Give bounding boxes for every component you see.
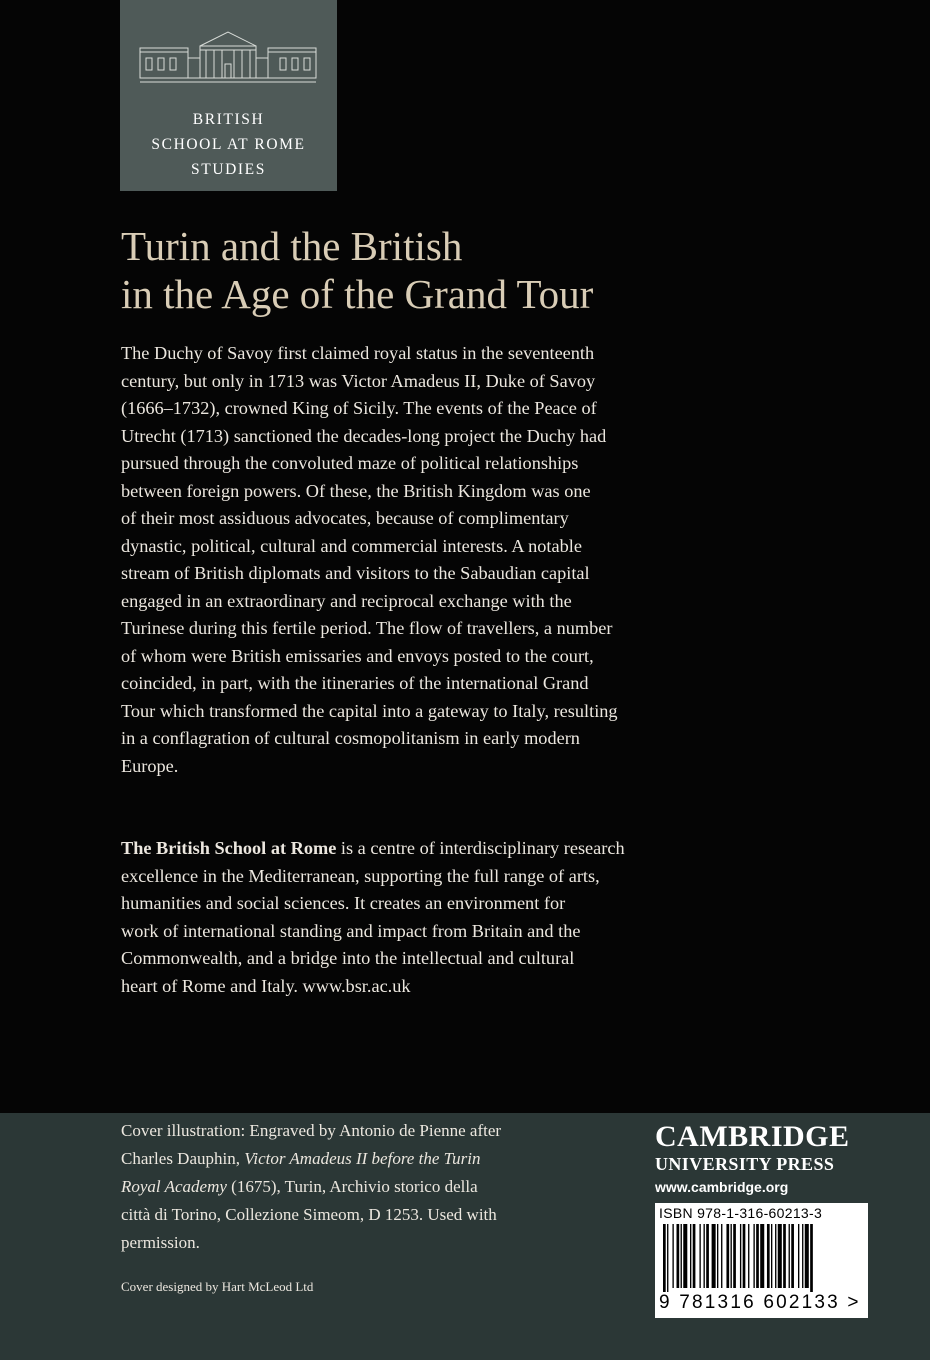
publisher-url: www.cambridge.org (655, 1179, 789, 1195)
barcode-bar (771, 1224, 772, 1288)
publisher-name: CAMBRIDGE (655, 1120, 850, 1153)
barcode-bar (667, 1224, 668, 1292)
barcode-bar (693, 1224, 696, 1288)
barcode-bar (756, 1224, 759, 1288)
description-line: Turinese during this fertile period. The flow of travellers, a number (121, 618, 613, 638)
bsr-line: work of international standing and impact from Britain and the (121, 920, 581, 941)
credit-line: città di Torino, Collezione Simeom, D 1253. Used with (121, 1205, 497, 1224)
barcode-bar (775, 1224, 776, 1288)
barcode-bar (753, 1224, 754, 1288)
barcode-bar (681, 1224, 682, 1288)
bsr-statement (121, 835, 681, 1000)
isbn-label: ISBN 978-1-316-60213-3 (659, 1205, 823, 1221)
barcode-bar (731, 1224, 732, 1288)
barcode-bar (743, 1224, 746, 1288)
barcode-bar (783, 1224, 786, 1288)
book-title (121, 222, 593, 318)
barcode-bar (760, 1224, 764, 1288)
publisher-logo (655, 1121, 870, 1195)
barcode-bar (721, 1224, 722, 1288)
barcode-bar (677, 1224, 680, 1288)
series-name (120, 107, 337, 182)
book-description (121, 340, 681, 780)
description-line: (1666–1732), crowned King of Sicily. The events of the Peace of (121, 398, 597, 418)
bsr-line: humanities and social sciences. It creates an environment for (121, 893, 566, 913)
description-line: in a conflagration of cultural cosmopolitanism in early modern (121, 728, 580, 748)
barcode-bar (683, 1224, 687, 1288)
bsr-building-logo-icon (138, 28, 318, 88)
series-line: SCHOOL AT ROME (151, 136, 306, 153)
isbn-barcode-panel (655, 1203, 868, 1318)
description-line: coincided, in part, with the itineraries of the international Grand (121, 673, 589, 693)
barcode-bar (704, 1224, 705, 1288)
barcode-bar (791, 1224, 794, 1288)
barcode-bar (798, 1224, 799, 1288)
description-line: Tour which transformed the capital into a gateway to Italy, resulting (121, 700, 618, 721)
bsr-line-rest: is a centre of interdisciplinary research (336, 838, 625, 858)
publisher-press: UNIVERSITY PRESS (655, 1154, 835, 1174)
barcode-bar (805, 1224, 809, 1288)
credit-artwork-title: Royal Academy (121, 1177, 227, 1196)
description-line: stream of British diplomats and visitors to the Sabaudian capital (121, 563, 590, 583)
description-line: of whom were British emissaries and envoys posted to the court, (121, 645, 594, 666)
isbn-digits: 9 781316 602133 > (659, 1292, 861, 1313)
footer-band (0, 1113, 930, 1360)
barcode-bar (663, 1224, 666, 1292)
bsr-line: Commonwealth, and a bridge into the intellectual and cultural (121, 948, 575, 968)
bsr-name: The British School at Rome (121, 838, 337, 858)
barcode-bar (767, 1224, 770, 1288)
description-line: dynastic, political, cultural and commercial interests. A notable (121, 535, 582, 556)
credit-artwork-title: Victor Amadeus II before the Turin (244, 1149, 481, 1168)
credit-line: Cover illustration: Engraved by Antonio de Pienne after (121, 1121, 502, 1140)
barcode-bar (699, 1224, 700, 1288)
description-line: engaged in an extraordinary and reciprocal exchange with the (121, 590, 572, 611)
barcode-bar (726, 1224, 729, 1288)
credit-line: permission. (121, 1233, 200, 1252)
credit-plain: (1675), Turin, Archivio storico della (226, 1177, 478, 1196)
cover-designer: Cover designed by Hart McLeod Ltd (121, 1279, 314, 1294)
barcode-bar (789, 1224, 790, 1288)
barcode-bar (810, 1224, 813, 1292)
barcode-bar (802, 1224, 803, 1288)
description-line: The Duchy of Savoy first claimed royal status in the seventeenth (121, 343, 595, 363)
description-line: between foreign powers. Of these, the British Kingdom was one (121, 480, 591, 501)
barcode-bar (672, 1224, 673, 1288)
bsr-line: excellence in the Mediterranean, supporting the full range of arts, (121, 865, 600, 886)
bsr-line: heart of Rome and Italy. www.bsr.ac.uk (121, 975, 411, 996)
description-line: of their most assiduous advocates, because of complimentary (121, 508, 569, 528)
credit-line (121, 1145, 561, 1173)
description-line: Europe. (121, 755, 179, 776)
bsr-line (121, 835, 681, 863)
barcode-bar (717, 1224, 718, 1288)
credit-plain: Charles Dauphin, (121, 1149, 245, 1168)
cover-illustration-credit (121, 1117, 561, 1257)
barcode-icon (661, 1224, 861, 1292)
description-line: pursued through the convoluted maze of political relationships (121, 453, 579, 473)
series-badge (120, 0, 337, 191)
description-line: century, but only in 1713 was Victor Amadeus II, Duke of Savoy (121, 370, 596, 391)
title-line: in the Age of the Grand Tour (121, 271, 594, 317)
barcode-bar (778, 1224, 782, 1288)
barcode-bar (712, 1224, 716, 1288)
series-line: STUDIES (191, 161, 266, 178)
description-line: Utrecht (1713) sanctioned the decades-long project the Duchy had (121, 425, 607, 446)
barcode-bar (748, 1224, 749, 1288)
barcode-bar (733, 1224, 736, 1288)
credit-line (121, 1173, 561, 1201)
barcode-bar (690, 1224, 691, 1288)
barcode-bar (740, 1224, 741, 1288)
title-line: Turin and the British (121, 223, 463, 269)
series-line: BRITISH (192, 111, 265, 128)
barcode-bar (706, 1224, 709, 1288)
